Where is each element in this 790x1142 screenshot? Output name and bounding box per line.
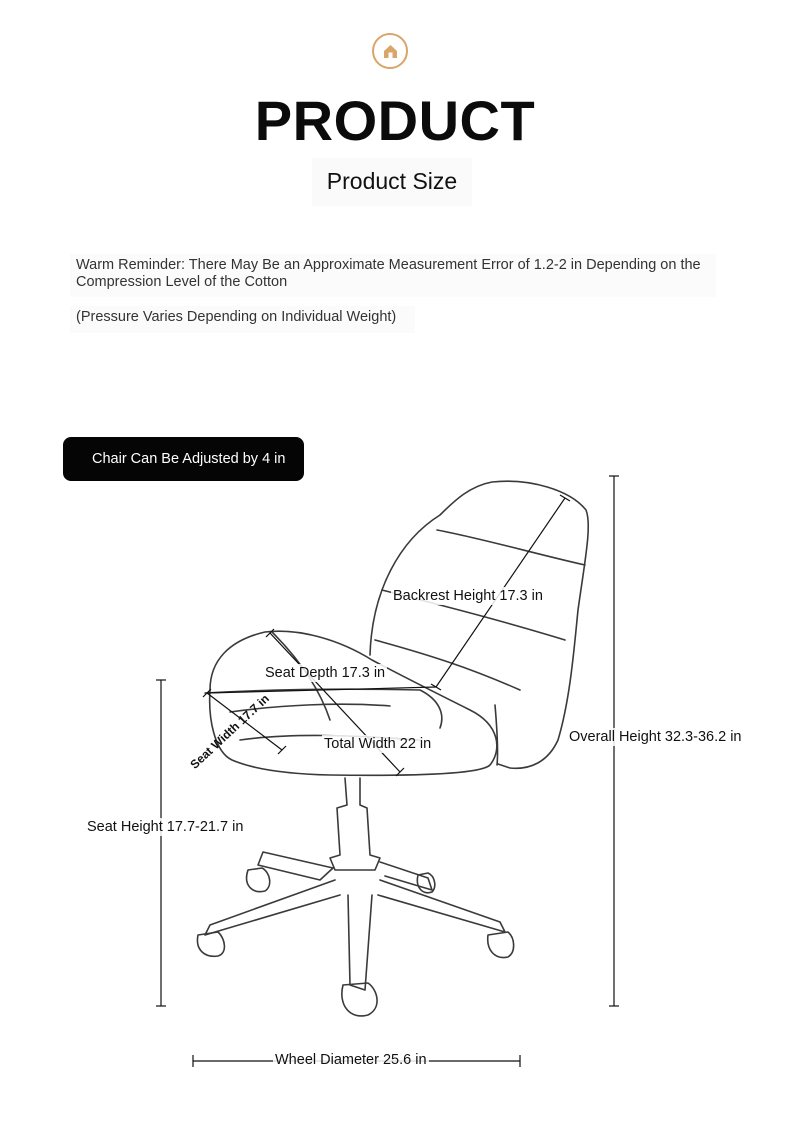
- caster-left: [197, 932, 224, 956]
- seat-depth-label: Seat Depth 17.3 in: [265, 665, 386, 681]
- adjustable-badge: Chair Can Be Adjusted by 4 in: [63, 437, 304, 481]
- page-subtitle: Product Size: [312, 158, 472, 206]
- measurement-reminder: Warm Reminder: There May Be an Approximate Measurement Error of 1.2-2 in Depending on the Compression Level of the Cotton: [70, 254, 716, 297]
- caster-back-left: [247, 868, 270, 892]
- seat-width-label: Seat Width 17.7 in: [187, 691, 272, 772]
- chair-column: [330, 778, 380, 870]
- pressure-note: (Pressure Varies Depending on Individual Weight): [70, 306, 415, 333]
- total-width-label: Total Width 22 in: [324, 736, 432, 752]
- caster-right: [488, 932, 514, 958]
- overall-height-label: Overall Height 32.3-36.2 in: [569, 729, 742, 745]
- backrest-height-label: Backrest Height 17.3 in: [393, 588, 543, 604]
- page-title: PRODUCT: [254, 89, 536, 152]
- seat-height-label: Seat Height 17.7-21.7 in: [87, 819, 244, 835]
- wheel-diameter-label: Wheel Diameter 25.6 in: [275, 1052, 427, 1068]
